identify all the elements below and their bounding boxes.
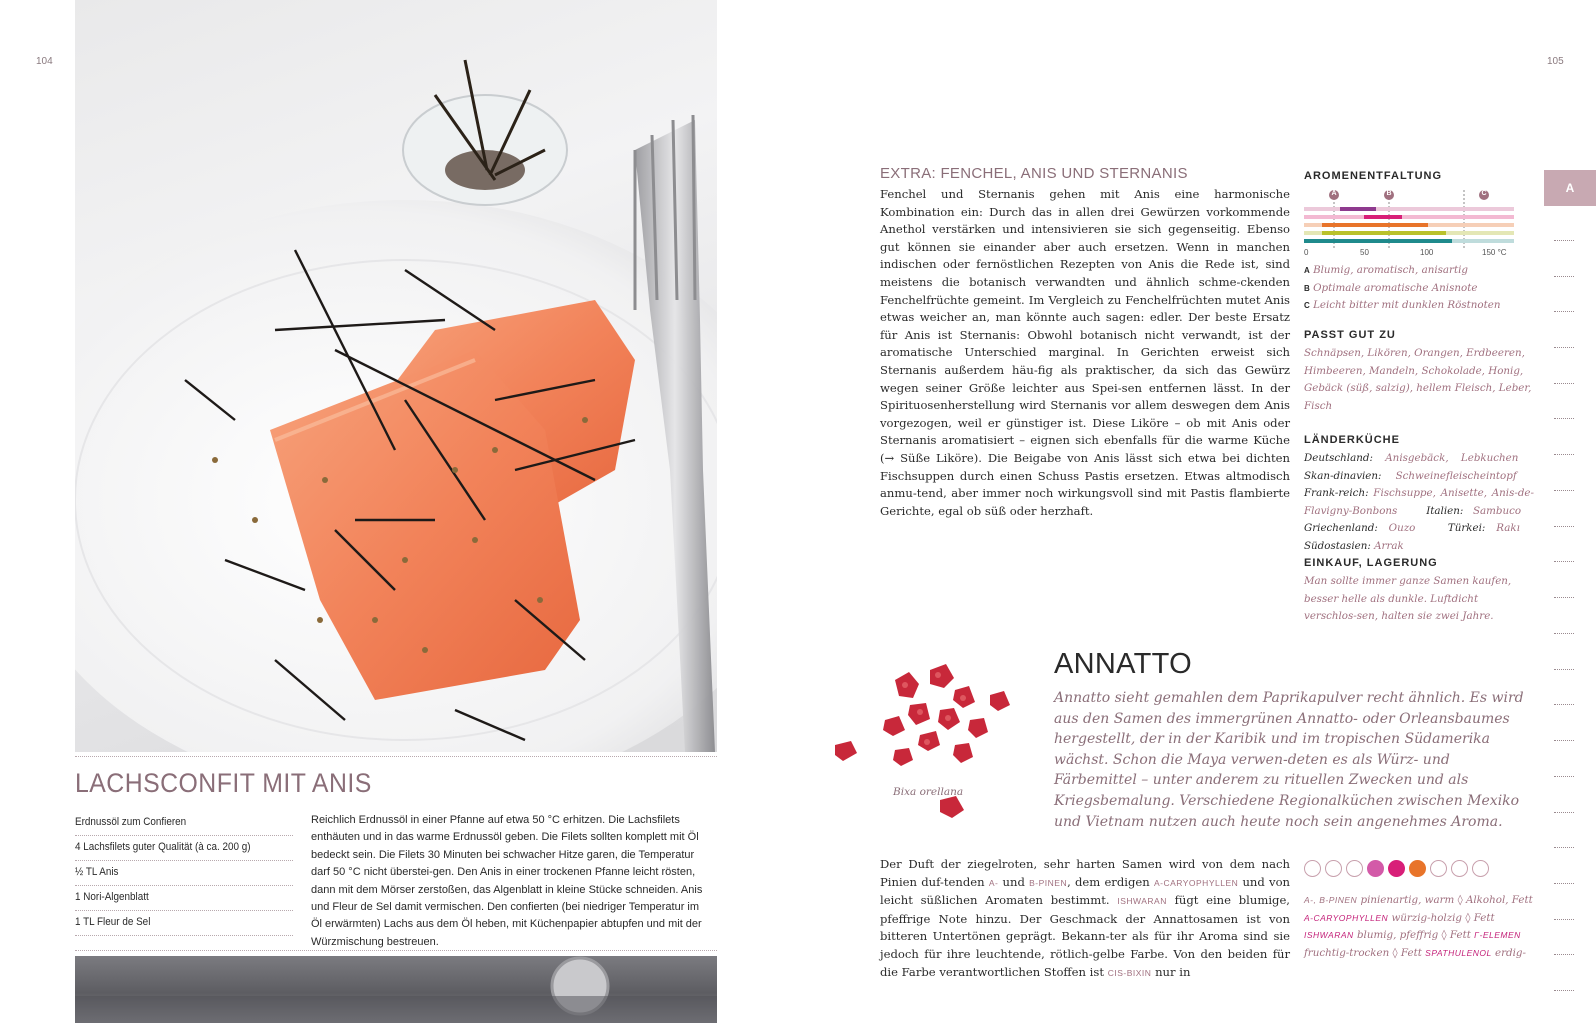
note-text: Leicht bitter mit dunklen Röstnoten <box>1313 299 1501 312</box>
dishes: Fischsuppe, Anisette, Anis-de-Flavigny-Bonbons <box>1304 487 1534 517</box>
country: Griechenland: <box>1304 522 1378 535</box>
divider <box>75 885 293 886</box>
aroma-circle <box>1304 860 1321 877</box>
country: Frank-reich: <box>1304 487 1369 500</box>
aroma-circle <box>1430 860 1447 877</box>
drop-icon: ◊ <box>1457 894 1463 906</box>
tab-dots <box>1554 276 1574 277</box>
tab-dots <box>1554 526 1574 527</box>
compound-solubility: Alkohol, Fett <box>1465 894 1533 906</box>
tab-dots <box>1554 490 1574 491</box>
tab-dots <box>1554 454 1574 455</box>
dishes: Anisgebäck, Lebkuchen <box>1385 452 1519 464</box>
tab-dots <box>1554 990 1574 991</box>
country: Südostasien: <box>1304 539 1371 552</box>
tab-dots <box>1554 740 1574 741</box>
recipe-method: Reichlich Erdnussöl in einer Pfanne auf etwa 50 °C erhitzen. Die Lachsfilets enthäuten und in das warme Erdnussöl geben. Die Filets sollten komplett mit Öl bedeckt sein. Die Filets 30 Minuten bei schwacher Hitze garen, die Temperatur darf 50 °C nicht überstei-gen. Den Anis in einer trockenen Pfanne leicht rösten, dann mit dem Mörser zerstoßen, das Algenblatt in kleine Stücke schneiden. Anis und Fleur de Sel damit vermischen. Den confierten (bei niedriger Temperatur im Öl erwärmten) Lachs aus dem Öl heben, mit Küchenpapier abtupfen und mit der Würzmischung bestreuen. <box>311 814 703 948</box>
tab-dots <box>1554 633 1574 634</box>
ingredient-item: 1 Nori-Algenblatt <box>75 891 149 903</box>
einkauf-text: Man sollte immer ganze Samen kaufen, besser helle als dunkle. Luftdicht verschlos-sen, halten sie zwei Jahre. <box>1304 575 1512 623</box>
compound-name: SPATHULENOL <box>1425 947 1492 958</box>
aroma-bars <box>1304 190 1514 254</box>
aroma-note <box>1304 280 1534 298</box>
body-text: Der Duft der ziegelroten, sehr harten Samen wird von dem nach Pinien duf-tenden <box>880 857 1290 889</box>
compound-name: Α- <box>988 877 999 888</box>
aroma-circle <box>1388 860 1405 877</box>
marker-c: C <box>1481 190 1487 197</box>
drop-icon: ◊ <box>1465 911 1471 924</box>
dishes: Arrak <box>1374 539 1404 552</box>
tab-dots <box>1554 919 1574 920</box>
tab-dots <box>1554 418 1574 419</box>
ingredient-item: 1 TL Fleur de Sel <box>75 916 151 928</box>
aroma-circle <box>1367 860 1384 877</box>
aroma-note <box>1304 297 1534 315</box>
note-text: Optimale aromatische Anisnote <box>1313 281 1478 294</box>
aroma-circle <box>1346 860 1363 877</box>
salmon-plate-illustration <box>75 0 717 752</box>
compound-solubility: Fett <box>1473 911 1495 924</box>
tab-a[interactable]: A <box>1544 170 1596 206</box>
annatto-seeds-image <box>835 650 1045 840</box>
note-text: Blumig, aromatisch, anisartig <box>1313 264 1469 276</box>
aroma-heading: AROMENENTFALTUNG <box>1304 170 1443 182</box>
aroma-chart <box>1304 190 1514 254</box>
page-number-right: 105 <box>1547 56 1564 67</box>
axis-tick: 50 <box>1360 248 1369 257</box>
axis-tick: 0 <box>1304 248 1309 257</box>
tab-dots <box>1554 704 1574 705</box>
aroma-circle <box>1409 860 1426 877</box>
drop-icon: ◊ <box>1441 929 1447 942</box>
compound-name: Α-CARYOPHYLLEN <box>1304 912 1389 923</box>
laender-text <box>1304 450 1534 556</box>
page-number-left: 104 <box>36 56 53 67</box>
axis-tick: 150 °C <box>1482 248 1507 257</box>
annatto-seeds-illustration <box>835 650 1045 840</box>
tab-dots <box>1554 347 1574 348</box>
dishes: Ouzo <box>1388 522 1416 535</box>
tab-dots <box>1554 847 1574 848</box>
aroma-circle <box>1325 860 1342 877</box>
ingredient-item: 4 Lachsfilets guter Qualität (à ca. 200 g) <box>75 841 251 853</box>
aroma-note <box>1304 262 1534 280</box>
salmon-photo <box>75 0 717 752</box>
divider <box>75 835 293 836</box>
body-text: und von leicht süßlichen Aromaten bestimmt. <box>880 874 1291 908</box>
divider <box>75 756 717 757</box>
tab-dots <box>1554 240 1574 241</box>
second-photo-illustration <box>75 956 717 1023</box>
ingredient-item: ½ TL Anis <box>75 866 119 878</box>
annatto-caption: Bixa orellana <box>893 786 964 798</box>
divider <box>75 910 293 911</box>
drop-icon: ◊ <box>1392 946 1398 959</box>
tab-dots <box>1554 812 1574 813</box>
compound-name: CIS-BIXIN <box>1107 967 1152 978</box>
tab-dots <box>1554 883 1574 884</box>
marker-a: A <box>1331 190 1337 197</box>
aroma-circles <box>1304 860 1554 880</box>
tab-dots <box>1554 561 1574 562</box>
compound-solubility: Fett <box>1400 946 1422 959</box>
divider <box>75 935 293 936</box>
compound-list <box>1304 892 1534 962</box>
recipe-title: LACHSCONFIT MIT ANIS <box>75 768 372 798</box>
compound-desc: blumig, pfeffrig <box>1356 929 1439 942</box>
aroma-notes <box>1304 262 1534 315</box>
compound-solubility: Fett <box>1449 929 1471 942</box>
tab-dots <box>1554 311 1574 312</box>
country: Türkei: <box>1447 522 1486 535</box>
tab-dots <box>1554 954 1574 955</box>
annatto-intro: Annatto sieht gemahlen dem Paprikapulver recht ähnlich. Es wird aus den Samen des immergrünen Annatto- oder Orleansbaumes hergestellt, der in der Karibik und im tropischen Südamerika wächst. Schon die Maya verwen-deten es als Würz- und Färbemittel – unter anderem zu rituellen Zwecken und als Kriegsbemalung. Verschiedene Regionalküchen zwischen Mexiko und Vietnam nutzen auch heute noch sein angenehmes Aroma. <box>1054 690 1524 830</box>
note-key: B <box>1304 283 1310 293</box>
second-photo <box>75 956 717 1023</box>
body-text: nur in <box>1155 964 1191 979</box>
extra-heading: EXTRA: FENCHEL, ANIS UND STERNANIS <box>880 165 1188 182</box>
einkauf-heading: EINKAUF, LAGERUNG <box>1304 557 1438 569</box>
compound-name: ISHWARAN <box>1304 930 1354 941</box>
passt-heading: PASST GUT ZU <box>1304 329 1396 341</box>
aroma-circle <box>1451 860 1468 877</box>
axis-tick: 100 <box>1420 248 1434 257</box>
dishes: Rakı <box>1496 522 1520 535</box>
extra-text: Fenchel und Sternanis gehen mit Anis eine harmonische Kombination ein: Durch das in allen drei Gewürzen vorkommende Anethol verstärken und intensivieren sie sich gegenseitig. Ebenso gut können sie einander aber auch ersetzen. Wenn in manchen indischen oder fernöstlichen Rezepten von Anis die Rede ist, sind meistens die botanisch verwandten und ähnlich schme-ckenden Fenchelfrüchte gemeint. Im Vergleich zu Fenchelfrüchten mutet Anis etwas weicher an, man könnte auch sagen: edler. Der beste Ersatz für Anis ist Sternanis: Obwohl botanisch nicht verwandt, ist der aromatische Unterschied marginal. In Gerichten erweist sich Sternanis außerdem häu-fig als praktischer, da sich das Gewürz wegen seiner Größe leichter aus Spei-sen entfernen lässt. In der Spirituosenherstellung wird Sternanis vor allem deswegen dem Anis vorgezogen, weil er günstiger ist. Diese Liköre – ob mit Anis oder Sternanis aromatisiert – eignen sich ebenfalls für die warme Küche (→ Süße Liköre). Die Beigabe von Anis lässt sich etwa bei dichten Fischsuppen durch einen Schuss Pastis ersetzen. Etwas altmodisch anmu-tend, aber immer noch wirkungsvoll sind mit Pastis flambierte Gerichte, egal ob süß oder herzhaft. <box>880 187 1290 518</box>
country: Italien: <box>1426 504 1464 517</box>
compound-desc: pinienartig, warm <box>1360 894 1455 906</box>
compound-desc: erdig- <box>1495 946 1527 959</box>
tab-dots <box>1554 776 1574 777</box>
tab-dots <box>1554 669 1574 670</box>
aroma-circle <box>1472 860 1489 877</box>
passt-text: Schnäpsen, Likören, Orangen, Erdbeeren, Himbeeren, Mandeln, Schokolade, Honig, Gebäck (süß, salzig), hellem Fleisch, Leber, Fisch <box>1304 347 1532 412</box>
compound-desc: würzig-holzig <box>1391 911 1463 924</box>
dishes: Sambuco <box>1472 504 1522 517</box>
annatto-body <box>880 856 1290 982</box>
laender-heading: LÄNDERKÜCHE <box>1304 434 1400 446</box>
body-text: und <box>1002 874 1025 889</box>
divider <box>75 860 293 861</box>
country: Skan-dinavien: <box>1304 469 1382 482</box>
body-text: fügt eine blumige, pfeffrige Note hinzu. Der Geschmack der Annattosamen ist von bitteren Untertönen geprägt. Bekann-ter als für ihr Aroma sind sie jedoch für ihre leuchtende, rötlich-gelbe Farbe. Von den beiden für die Farbe verantwortlichen Stoffen ist <box>880 893 1290 979</box>
annatto-title: ANNATTO <box>1054 648 1192 680</box>
compound-name: Γ-ELEMEN <box>1474 930 1521 941</box>
body-text: , dem erdigen <box>1067 874 1150 889</box>
compound-name: Α-CARYOPHYLLEN <box>1153 877 1239 888</box>
compound-name: Α-, Β-PINEN <box>1304 895 1358 905</box>
note-key: C <box>1304 301 1310 311</box>
tab-dots <box>1554 597 1574 598</box>
country: Deutschland: <box>1304 452 1373 464</box>
ingredient-item: Erdnussöl zum Confieren <box>75 816 187 828</box>
compound-name: ISHWARAN <box>1117 896 1167 907</box>
note-key: A <box>1304 266 1310 275</box>
compound-name: Β-PINEN <box>1029 877 1068 888</box>
tab-dots <box>1554 383 1574 384</box>
compound-desc: fruchtig-trocken <box>1304 946 1390 959</box>
dishes: Schweinefleischeintopf <box>1395 469 1517 482</box>
divider <box>75 950 717 951</box>
marker-b: B <box>1386 190 1392 197</box>
